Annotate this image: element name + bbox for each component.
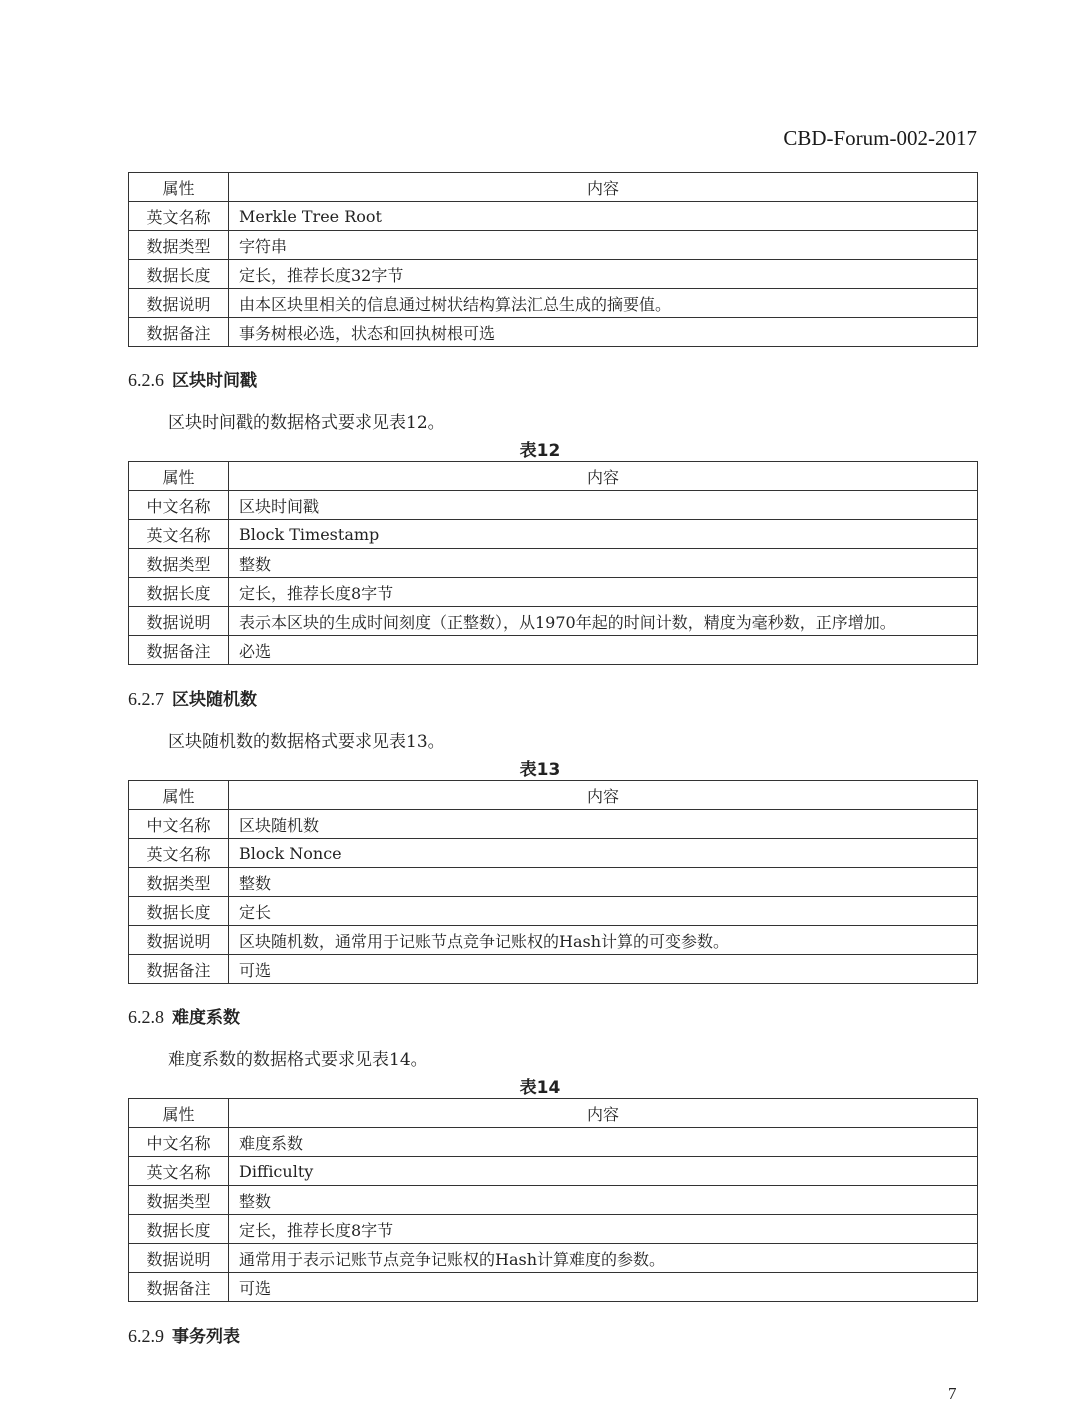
table-row bbox=[129, 1157, 978, 1186]
header-cell: 属性 bbox=[129, 1099, 229, 1128]
table-row bbox=[129, 1128, 978, 1157]
attribute-cell: 英文名称 bbox=[129, 1157, 229, 1186]
attribute-cell: 数据长度 bbox=[129, 260, 229, 289]
nonce-table bbox=[128, 780, 978, 984]
value-cell: Block Nonce bbox=[229, 839, 978, 868]
value-cell: 定长，推荐长度8字节 bbox=[229, 578, 978, 607]
value-cell: 事务树根必选，状态和回执树根可选 bbox=[229, 318, 978, 347]
table-caption: 表13 bbox=[519, 760, 561, 780]
table-row bbox=[129, 1273, 978, 1302]
value-cell: 区块时间戳 bbox=[229, 491, 978, 520]
header-cell: 属性 bbox=[129, 462, 229, 491]
value-cell: 定长，推荐长度8字节 bbox=[229, 1215, 978, 1244]
section-heading-6-2-7 bbox=[128, 685, 257, 710]
table-row bbox=[129, 868, 978, 897]
attribute-cell: 数据备注 bbox=[129, 1273, 229, 1302]
attribute-cell: 数据备注 bbox=[129, 318, 229, 347]
table-row bbox=[129, 578, 978, 607]
value-cell: 通常用于表示记账节点竞争记账权的Hash计算难度的参数。 bbox=[229, 1244, 978, 1273]
value-cell: 定长，推荐长度32字节 bbox=[229, 260, 978, 289]
table-row bbox=[129, 636, 978, 665]
attribute-cell: 数据类型 bbox=[129, 549, 229, 578]
attribute-cell: 数据说明 bbox=[129, 289, 229, 318]
section-title: 区块时间戳 bbox=[172, 371, 257, 391]
paragraph: 难度系数的数据格式要求见表14。 bbox=[168, 1050, 428, 1070]
section-number: 6.2.8 bbox=[128, 1007, 164, 1027]
table-header-row bbox=[129, 173, 978, 202]
header-cell: 内容 bbox=[229, 462, 978, 491]
section-heading-6-2-6 bbox=[128, 366, 257, 391]
attribute-cell: 数据说明 bbox=[129, 607, 229, 636]
value-cell: 可选 bbox=[229, 1273, 978, 1302]
table-header-row bbox=[129, 1099, 978, 1128]
header-cell: 内容 bbox=[229, 781, 978, 810]
header-cell: 内容 bbox=[229, 173, 978, 202]
header-cell: 内容 bbox=[229, 1099, 978, 1128]
section-title: 难度系数 bbox=[172, 1008, 240, 1028]
difficulty-table bbox=[128, 1098, 978, 1302]
document-code: CBD-Forum-002-2017 bbox=[783, 126, 977, 150]
table-row bbox=[129, 318, 978, 347]
table-row bbox=[129, 202, 978, 231]
table-header-row bbox=[129, 781, 978, 810]
header-cell: 属性 bbox=[129, 781, 229, 810]
value-cell: 字符串 bbox=[229, 231, 978, 260]
section-number: 6.2.7 bbox=[128, 689, 164, 709]
attribute-cell: 英文名称 bbox=[129, 839, 229, 868]
attribute-cell: 英文名称 bbox=[129, 202, 229, 231]
attribute-cell: 数据长度 bbox=[129, 1215, 229, 1244]
table-row bbox=[129, 549, 978, 578]
attribute-cell: 数据类型 bbox=[129, 868, 229, 897]
value-cell: 表示本区块的生成时间刻度（正整数），从1970年起的时间计数，精度为毫秒数，正序增加。 bbox=[229, 607, 978, 636]
table-row bbox=[129, 897, 978, 926]
attribute-cell: 中文名称 bbox=[129, 491, 229, 520]
value-cell: 整数 bbox=[229, 549, 978, 578]
value-cell: Difficulty bbox=[229, 1157, 978, 1186]
attribute-cell: 数据说明 bbox=[129, 926, 229, 955]
table-row bbox=[129, 260, 978, 289]
value-cell: 难度系数 bbox=[229, 1128, 978, 1157]
timestamp-table bbox=[128, 461, 978, 665]
table-row bbox=[129, 1244, 978, 1273]
page-number: 7 bbox=[948, 1384, 957, 1403]
section-heading-6-2-9 bbox=[128, 1322, 240, 1347]
merkle-root-table bbox=[128, 172, 978, 347]
table-row bbox=[129, 289, 978, 318]
table-caption: 表12 bbox=[519, 441, 561, 461]
table-row bbox=[129, 520, 978, 549]
section-number: 6.2.9 bbox=[128, 1326, 164, 1346]
table-row bbox=[129, 810, 978, 839]
paragraph: 区块时间戳的数据格式要求见表12。 bbox=[168, 413, 445, 433]
value-cell: 可选 bbox=[229, 955, 978, 984]
header-cell: 属性 bbox=[129, 173, 229, 202]
section-heading-6-2-8 bbox=[128, 1003, 240, 1028]
attribute-cell: 数据类型 bbox=[129, 1186, 229, 1215]
table-row bbox=[129, 231, 978, 260]
table-row bbox=[129, 1186, 978, 1215]
value-cell: 整数 bbox=[229, 1186, 978, 1215]
value-cell: 区块随机数 bbox=[229, 810, 978, 839]
value-cell: 区块随机数，通常用于记账节点竞争记账权的Hash计算的可变参数。 bbox=[229, 926, 978, 955]
table-caption: 表14 bbox=[519, 1078, 561, 1098]
table-header-row bbox=[129, 462, 978, 491]
section-number: 6.2.6 bbox=[128, 370, 164, 390]
section-title: 事务列表 bbox=[172, 1327, 240, 1347]
attribute-cell: 数据备注 bbox=[129, 636, 229, 665]
value-cell: 定长 bbox=[229, 897, 978, 926]
section-title: 区块随机数 bbox=[172, 690, 257, 710]
value-cell: 必选 bbox=[229, 636, 978, 665]
table-row bbox=[129, 839, 978, 868]
paragraph: 区块随机数的数据格式要求见表13。 bbox=[168, 732, 445, 752]
attribute-cell: 英文名称 bbox=[129, 520, 229, 549]
attribute-cell: 中文名称 bbox=[129, 810, 229, 839]
value-cell: 由本区块里相关的信息通过树状结构算法汇总生成的摘要值。 bbox=[229, 289, 978, 318]
attribute-cell: 中文名称 bbox=[129, 1128, 229, 1157]
value-cell: 整数 bbox=[229, 868, 978, 897]
table-row bbox=[129, 955, 978, 984]
table-row bbox=[129, 607, 978, 636]
attribute-cell: 数据长度 bbox=[129, 897, 229, 926]
value-cell: Merkle Tree Root bbox=[229, 202, 978, 231]
attribute-cell: 数据类型 bbox=[129, 231, 229, 260]
attribute-cell: 数据长度 bbox=[129, 578, 229, 607]
attribute-cell: 数据备注 bbox=[129, 955, 229, 984]
table-row bbox=[129, 1215, 978, 1244]
table-row bbox=[129, 926, 978, 955]
attribute-cell: 数据说明 bbox=[129, 1244, 229, 1273]
value-cell: Block Timestamp bbox=[229, 520, 978, 549]
table-row bbox=[129, 491, 978, 520]
